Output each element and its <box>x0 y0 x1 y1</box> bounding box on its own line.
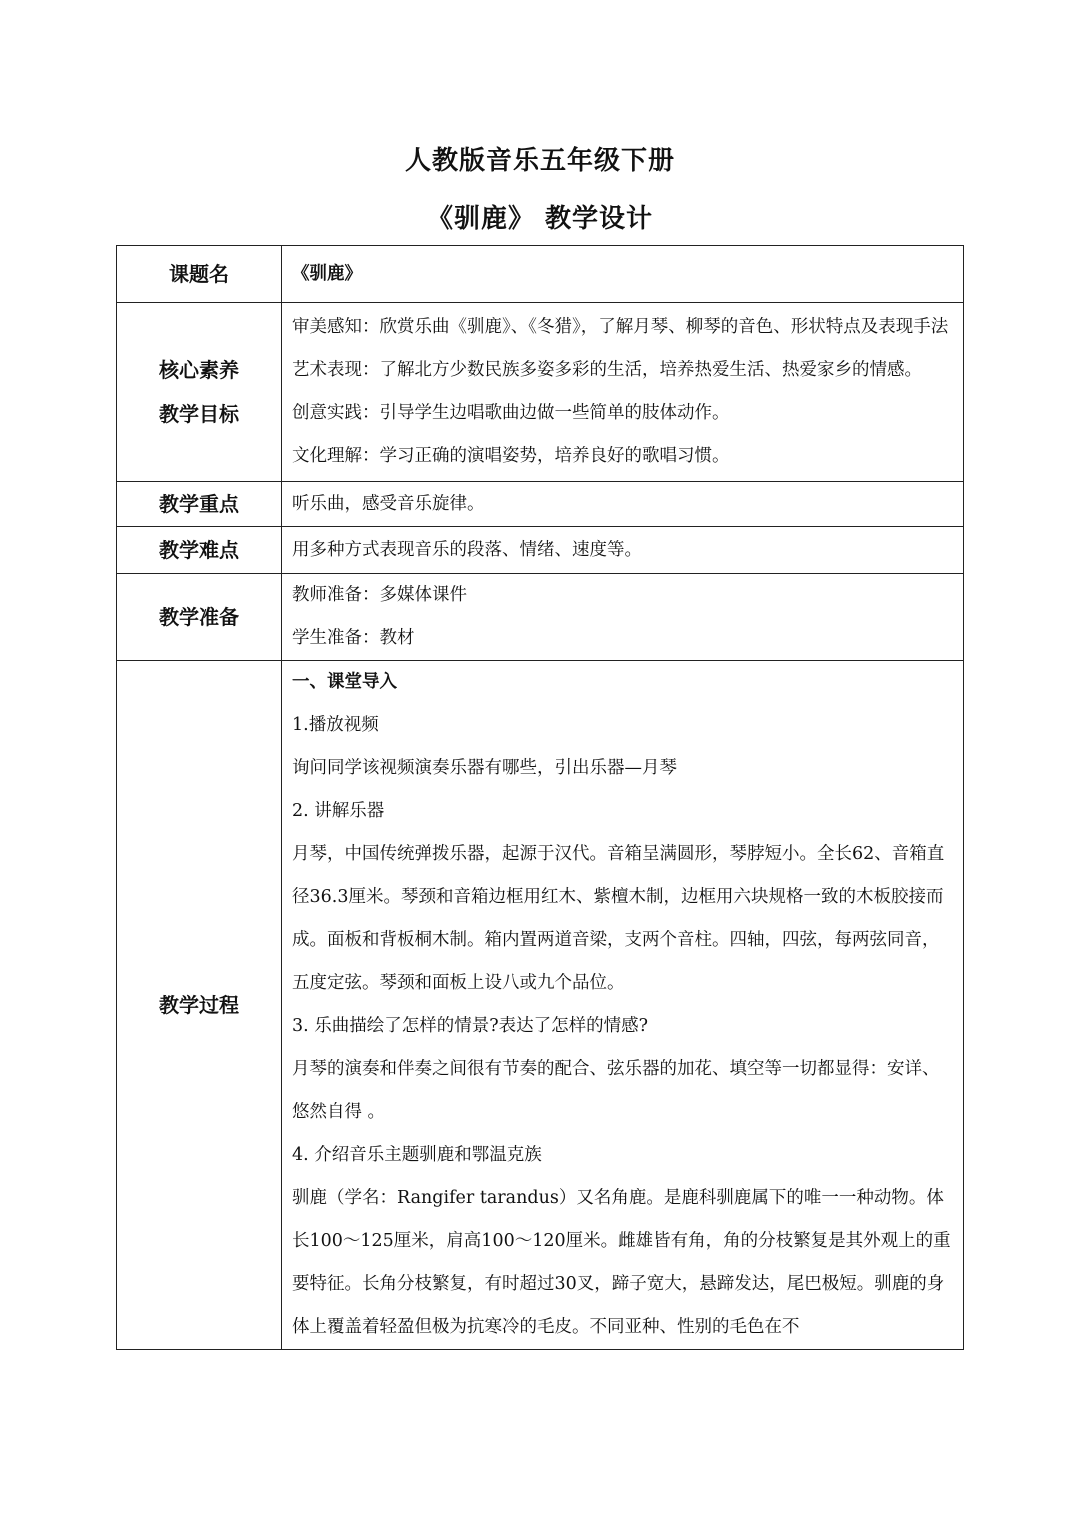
table-row-difficulty <box>117 527 964 574</box>
process-step-2-detail: 月琴，中国传统弹拨乐器，起源于汉代。音箱呈满圆形，琴脖短小。全长62、音箱直径36.3厘米。琴颈和音箱边框用红木、紫檀木制，边框用六块规格一致的木板胶接而成。面板和背板桐木制。箱内置两道音梁，支两个音柱。四轴，四弦，每两弦同音，五度定弦。琴颈和面板上设八或九个品位。 <box>292 844 945 993</box>
lesson-plan-table <box>116 245 964 1350</box>
difficulty-value: 用多种方式表现音乐的段落、情绪、速度等。 <box>282 527 964 574</box>
goals-content <box>282 303 964 482</box>
process-step-4: 4. 介绍音乐主题驯鹿和鄂温克族 <box>292 1145 542 1165</box>
goals-label-line2: 教学目标 <box>159 402 239 426</box>
preparation-label: 教学准备 <box>117 574 282 661</box>
document-title: 人教版音乐五年级下册 <box>404 146 675 176</box>
teacher-preparation: 教师准备：多媒体课件 <box>292 585 467 605</box>
table-row-preparation <box>117 574 964 661</box>
process-step-1: 1.播放视频 <box>292 715 379 735</box>
topic-value: 《驯鹿》 <box>282 246 964 303</box>
table-row-process <box>117 661 964 1350</box>
table-row-goals <box>117 303 964 482</box>
process-step-2: 2. 讲解乐器 <box>292 801 385 821</box>
goals-label-line1: 核心素养 <box>159 358 239 382</box>
process-section-heading: 一、课堂导入 <box>292 672 397 692</box>
goal-culture: 文化理解：学习正确的演唱姿势，培养良好的歌唱习惯。 <box>292 446 730 466</box>
process-content <box>282 661 964 1350</box>
process-step-4-detail: 驯鹿（学名：Rangifer tarandus）又名角鹿。是鹿科驯鹿属下的唯一一种动物。体长100～125厘米，肩高100～120厘米。雌雄皆有角，角的分枝繁复是其外观上的重要特征。长角分枝繁复，有时超过30叉，蹄子宽大，悬蹄发达，尾巴极短。驯鹿的身体上覆盖着轻盈但极为抗寒冷的毛皮。不同亚种、性别的毛色在不 <box>292 1188 951 1337</box>
difficulty-label: 教学难点 <box>117 527 282 574</box>
preparation-content <box>282 574 964 661</box>
key-point-label: 教学重点 <box>117 482 282 527</box>
table-row-key-point <box>117 482 964 527</box>
topic-label: 课题名 <box>117 246 282 303</box>
process-step-3: 3. 乐曲描绘了怎样的情景?表达了怎样的情感? <box>292 1016 649 1036</box>
goal-practice: 创意实践：引导学生边唱歌曲边做一些简单的肢体动作。 <box>292 403 730 423</box>
goals-label <box>117 303 282 482</box>
process-step-1-detail: 询问同学该视频演奏乐器有哪些，引出乐器—月琴 <box>292 758 677 778</box>
document-subtitle: 《驯鹿》 教学设计 <box>426 204 654 234</box>
process-step-3-detail: 月琴的演奏和伴奏之间很有节奏的配合、弦乐器的加花、填空等一切都显得：安详、悠然自得 。 <box>292 1059 940 1122</box>
goal-expression: 艺术表现：了解北方少数民族多姿多彩的生活，培养热爱生活、热爱家乡的情感。 <box>292 360 922 380</box>
key-point-value: 听乐曲，感受音乐旋律。 <box>282 482 964 527</box>
student-preparation: 学生准备：教材 <box>292 628 415 648</box>
table-row-topic <box>117 246 964 303</box>
process-label: 教学过程 <box>117 661 282 1350</box>
goal-aesthetic: 审美感知：欣赏乐曲《驯鹿》、《冬猎》，了解月琴、柳琴的音色、形状特点及表现手法 <box>292 317 949 337</box>
